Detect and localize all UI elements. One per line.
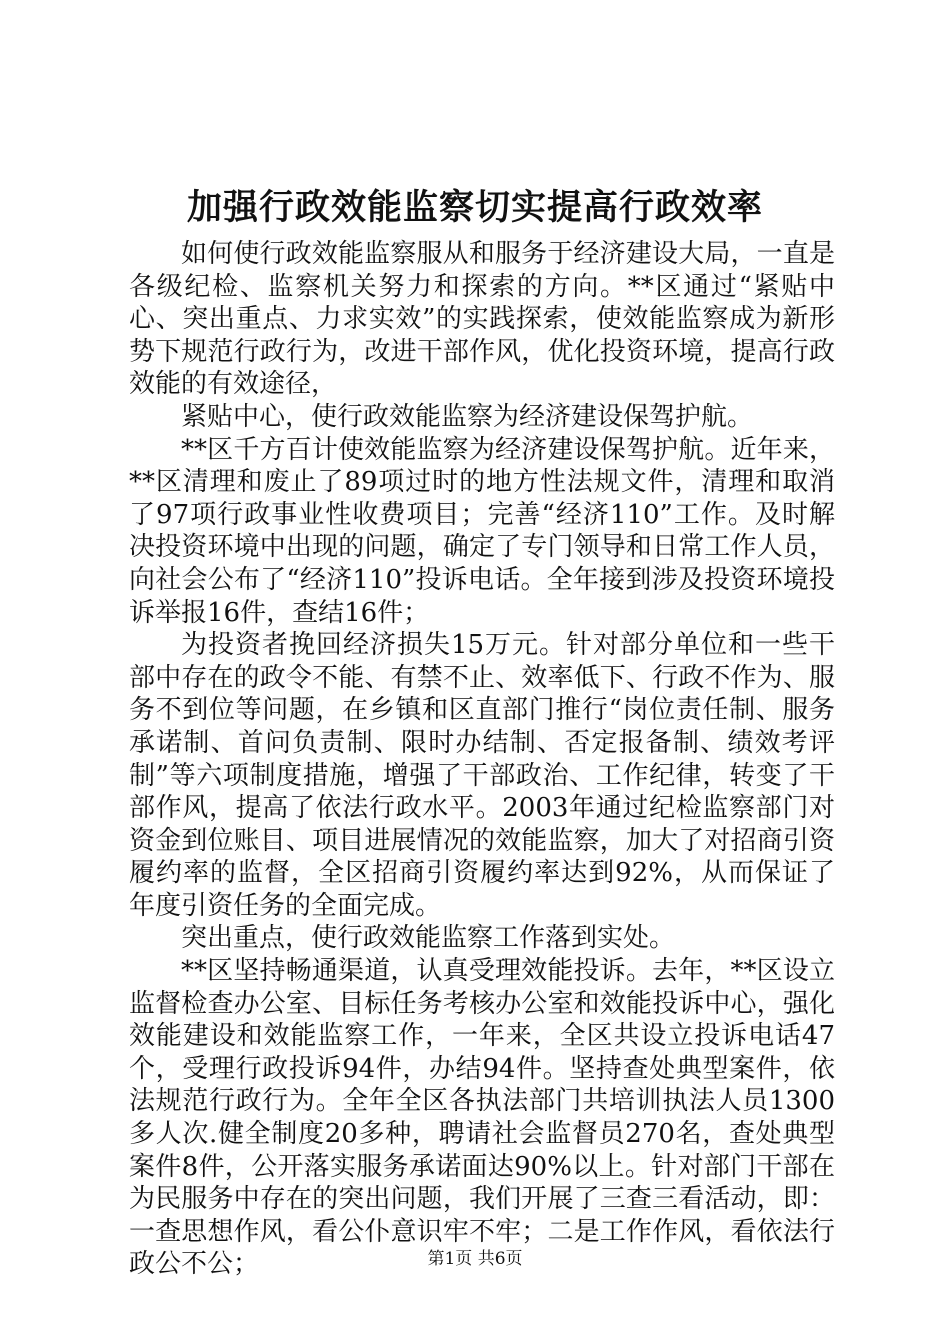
paragraph-3: **区千方百计使效能监察为经济建设保驾护航。近年来，**区清理和废止了89项过时的地方性法规文件，清理和取消了97项行政事业性收费项目；完善“经济110”工作。及时解决投资环境中出现的问题，确定了专门领导和日常工作人员，向社会公布了“经济110”投诉电话。全年接到涉及投资环境投诉举报16件，查结16件； <box>129 434 835 628</box>
paragraph-5: 突出重点，使行政效能监察工作落到实处。 <box>181 923 676 954</box>
paragraph-4: 为投资者挽回经济损失15万元。针对部分单位和一些干部中存在的政令不能、有禁不止、效率低下、行政不作为、服务不到位等问题，在乡镇和区直部门推行“岗位责任制、服务承诺制、首问负责制、限时办结制、否定报备制、绩效考评制”等六项制度措施，增强了干部政治、工作纪律，转变了干部作风，提高了依法行政水平。2003年通过纪检监察部门对资金到位账目、项目进展情况的效能监察，加大了对招商引资履约率的监督，全区招商引资履约率达到92%，从而保证了年度引资任务的全面完成。 <box>129 630 835 921</box>
document-body <box>129 238 835 1281</box>
page-number-footer: 第1页 共6页 <box>427 1249 523 1269</box>
paragraph-2: 紧贴中心，使行政效能监察为经济建设保驾护航。 <box>181 401 754 432</box>
paragraph-6: **区坚持畅通渠道，认真受理效能投诉。去年，**区设立监督检查办公室、目标任务考核办公室和效能投诉中心，强化效能建设和效能监察工作，一年来，全区共设立投诉电话47个，受理行政投诉94件，办结94件。坚持查处典型案件，依法规范行政行为。全年全区各执法部门共培训执法人员1300多人次.健全制度20多种，聘请社会监督员270名，查处典型案件8件，公开落实服务承诺面达90%以上。针对部门干部在为民服务中存在的突出问题，我们开展了三查三看活动，即：一查思想作风，看公仆意识牢不牢；二是工作作风，看依法行政公不公； <box>129 956 835 1280</box>
paragraph-1: 如何使行政效能监察服从和服务于经济建设大局，一直是各级纪检、监察机关努力和探索的方向。**区通过“紧贴中心、突出重点、力求实效”的实践探索，使效能监察成为新形势下规范行政行为，改进干部作风，优化投资环境，提高行政效能的有效途径， <box>129 239 835 400</box>
page-title: 加强行政效能监察切实提高行政效率 <box>186 187 763 228</box>
